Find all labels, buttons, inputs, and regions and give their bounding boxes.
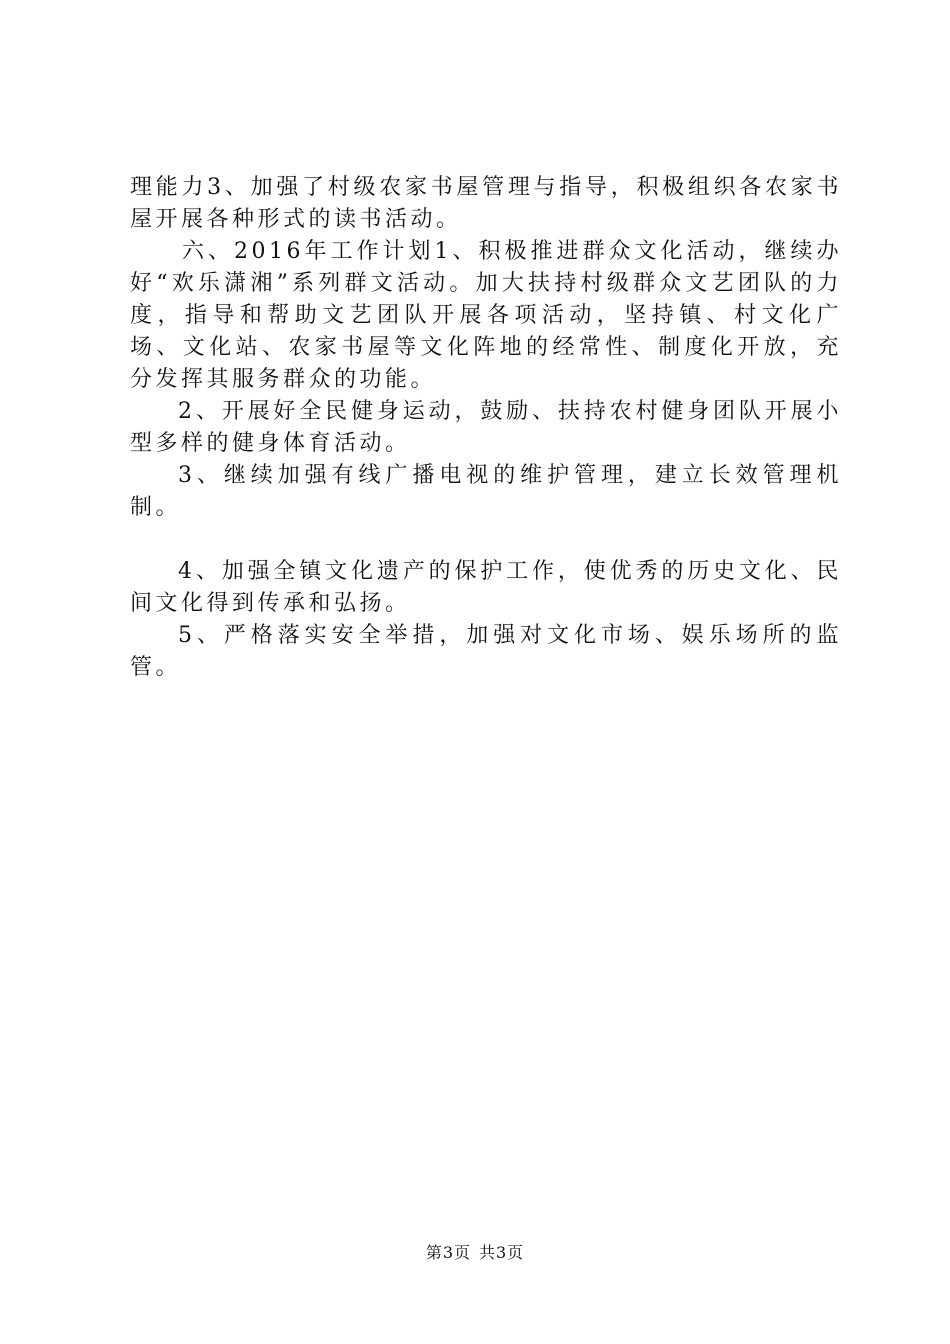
page-number-total: 共3页 [479,1243,525,1262]
paragraph-1: 理能力3、加强了村级农家书屋管理与指导，积极组织各农家书屋开展各种形式的读书活动。 [130,175,842,232]
document-body [130,172,842,684]
page-number-current: 第3页 [425,1243,471,1262]
paragraph-5: 4、加强全镇文化遗产的保护工作，使优秀的历史文化、民间文化得到传承和弘扬。 [130,559,842,616]
paragraph-2: 六、2016年工作计划1、积极推进群众文化活动，继续办好“欢乐潇湘”系列群文活动。加大扶持村级群众文艺团队的力度，指导和帮助文艺团队开展各项活动，坚持镇、村文化广场、文化站、农家书屋等文化阵地的经常性、制度化开放，充分发挥其服务群众的功能。 [130,239,842,392]
paragraph-3: 2、开展好全民健身运动，鼓励、扶持农村健身团队开展小型多样的健身体育活动。 [130,399,842,456]
paragraph-6: 5、严格落实安全举措，加强对文化市场、娱乐场所的监管。 [130,623,842,680]
paragraph-4: 3、继续加强有线广播电视的维护管理，建立长效管理机制。 [130,463,842,520]
page-footer [0,1240,950,1263]
